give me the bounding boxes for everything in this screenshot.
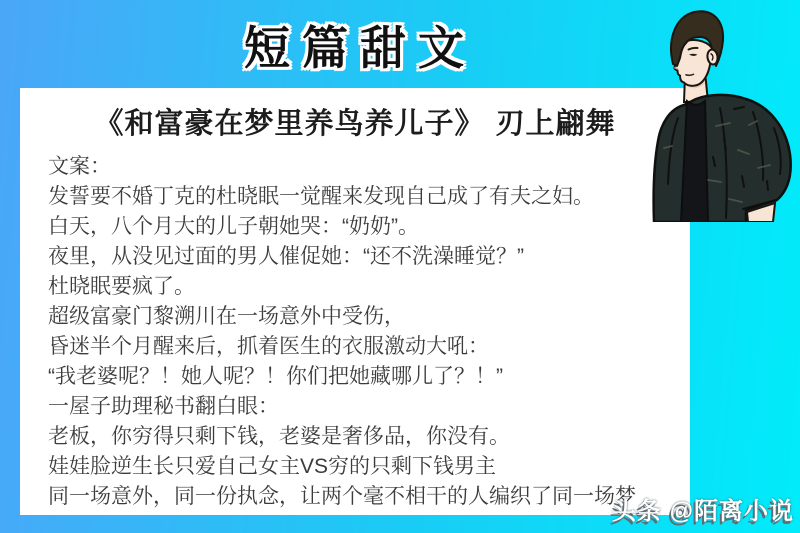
content-card [20,88,690,515]
synopsis-line: 杜晓眠要疯了。 [48,275,195,298]
young-man-illustration [650,8,798,222]
synopsis-line: 白天，八个月大的儿子朝她哭：“奶奶”。 [48,215,419,238]
synopsis-line: 文案： [48,155,111,178]
synopsis-line: 夜里，从没见过面的男人催促她：“还不洗澡睡觉？” [48,245,524,268]
synopsis [48,152,678,512]
watermark: 头条 @陌离小说 [611,498,794,525]
synopsis-line: “我老婆呢？！她人呢？！你们把她藏哪儿了？！” [48,365,503,388]
book-title: 《和富豪在梦里养鸟养儿子》 刃上翩舞 [94,106,616,140]
page-title: 短篇甜文 [244,21,476,75]
synopsis-line: 同一场意外，同一份执念，让两个毫不相干的人编织了同一场梦 [48,485,636,508]
synopsis-line: 发誓要不婚丁克的杜晓眠一觉醒来发现自己成了有夫之妇。 [48,185,594,208]
synopsis-line: 昏迷半个月醒来后，抓着医生的衣服激动大吼： [48,335,489,358]
synopsis-line: 娃娃脸逆生长只爱自己女主VS穷的只剩下钱男主 [48,455,497,478]
synopsis-line: 老板，你穷得只剩下钱，老婆是奢侈品，你没有。 [48,425,510,448]
synopsis-line: 超级富豪门黎溯川在一场意外中受伤， [48,305,405,328]
synopsis-line: 一屋子助理秘书翻白眼： [48,395,279,418]
